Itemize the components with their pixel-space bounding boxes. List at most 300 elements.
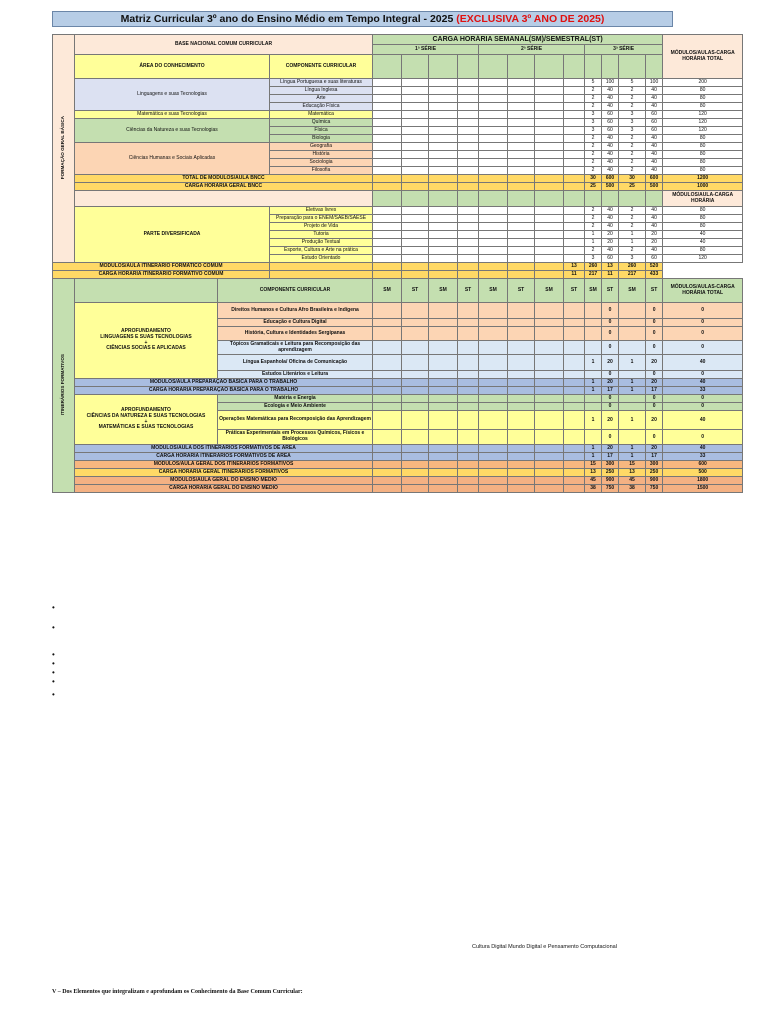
empty-cell	[429, 143, 458, 151]
empty-cell	[535, 239, 564, 247]
empty-cell	[479, 379, 508, 387]
value-cell: 2	[619, 167, 646, 175]
empty-cell	[402, 319, 429, 327]
empty-cell	[458, 355, 479, 371]
value-cell: 17	[646, 453, 663, 461]
empty-cell	[458, 403, 479, 411]
value-cell: 40	[602, 167, 619, 175]
value-cell: 0	[602, 371, 619, 379]
empty-cell	[479, 445, 508, 453]
empty-cell	[479, 453, 508, 461]
empty-cell	[458, 223, 479, 231]
empty-cell	[479, 135, 508, 143]
col-header: ST	[646, 279, 663, 303]
empty-cell	[508, 231, 535, 239]
col-header: SM	[619, 279, 646, 303]
value-cell	[585, 341, 602, 355]
empty-cell	[479, 103, 508, 111]
total-cell: 80	[663, 215, 743, 223]
itf-area1-row	[53, 303, 743, 319]
value-cell: 13	[602, 263, 619, 271]
value-cell: 300	[646, 461, 663, 469]
empty-cell	[458, 395, 479, 403]
empty-cell	[402, 207, 429, 215]
value-cell: 1	[619, 355, 646, 371]
empty-cell	[508, 303, 535, 319]
empty-cell	[508, 79, 535, 87]
empty-cell	[508, 395, 535, 403]
value-cell: 1	[619, 445, 646, 453]
value-cell: 250	[602, 469, 619, 477]
value-cell: 3	[619, 255, 646, 263]
empty-cell	[402, 327, 429, 341]
empty-cell	[564, 445, 585, 453]
empty-cell	[270, 263, 373, 271]
empty-cell	[508, 263, 535, 271]
value-cell: 40	[646, 223, 663, 231]
carga-header: CARGA HORÁRIA SEMANAL(SM)/SEMESTRAL(ST)	[373, 35, 663, 45]
value-cell: 25	[619, 183, 646, 191]
value-cell: 40	[602, 95, 619, 103]
empty-cell	[373, 255, 402, 263]
empty-cell	[479, 239, 508, 247]
component-cell: História	[270, 151, 373, 159]
empty-cell	[535, 215, 564, 223]
empty-cell	[373, 79, 402, 87]
componente-header: COMPONENTE CURRICULAR	[270, 55, 373, 79]
empty-cell	[429, 327, 458, 341]
total-cell: 0	[663, 403, 743, 411]
component-cell: Língua Espanhola/ Oficina de Comunicação	[218, 355, 373, 371]
total-cell: 80	[663, 167, 743, 175]
serie1-header: 1ª SÉRIE	[373, 45, 479, 55]
empty-cell	[373, 379, 402, 387]
empty-cell	[402, 159, 429, 167]
empty-cell	[508, 215, 535, 223]
value-cell: 40	[602, 223, 619, 231]
component-cell: Produção Textual	[270, 239, 373, 247]
value-cell: 300	[602, 461, 619, 469]
empty-cell	[402, 453, 429, 461]
empty-cell	[429, 151, 458, 159]
empty-cell	[508, 453, 535, 461]
empty-cell	[564, 341, 585, 355]
component-cell: Arte	[270, 95, 373, 103]
total-cell: 80	[663, 207, 743, 215]
total-cell: 33	[663, 453, 743, 461]
component-cell: Geografia	[270, 143, 373, 151]
empty-cell	[585, 191, 602, 207]
empty-cell	[479, 461, 508, 469]
pd-row	[53, 207, 743, 215]
value-cell: 2	[585, 103, 602, 111]
empty-cell	[564, 411, 585, 430]
total-cell: 40	[663, 355, 743, 371]
component-cell: Operações Matemáticas para Recomposição das Aprendizagem	[218, 411, 373, 430]
empty-cell	[564, 95, 585, 103]
value-cell	[585, 319, 602, 327]
empty-cell	[564, 303, 585, 319]
empty-cell	[479, 231, 508, 239]
area1-line: +	[144, 339, 148, 346]
empty-cell	[479, 395, 508, 403]
area1-line: APROFUNDAMENTO	[121, 328, 171, 334]
empty-cell	[564, 223, 585, 231]
empty-cell	[535, 79, 564, 87]
empty-cell	[429, 207, 458, 215]
total-cell: 0	[663, 395, 743, 403]
empty-cell	[458, 411, 479, 430]
empty-cell	[458, 379, 479, 387]
total-cell: 433	[646, 271, 663, 279]
total-cell: 1200	[663, 175, 743, 183]
empty-cell	[458, 87, 479, 95]
empty-cell	[458, 231, 479, 239]
value-cell: 1	[585, 379, 602, 387]
empty-cell	[373, 175, 402, 183]
value-cell: 40	[646, 87, 663, 95]
empty-cell	[479, 477, 508, 485]
empty-cell	[429, 387, 458, 395]
empty-cell	[458, 151, 479, 159]
value-cell: 500	[602, 183, 619, 191]
value-cell: 0	[646, 371, 663, 379]
empty-cell	[479, 167, 508, 175]
empty-cell	[508, 167, 535, 175]
empty-cell	[373, 215, 402, 223]
total-cell: 1000	[663, 183, 743, 191]
empty-cell	[429, 119, 458, 127]
col-header: ST	[458, 279, 479, 303]
empty-cell	[479, 247, 508, 255]
col-header: ST	[508, 279, 535, 303]
empty-cell	[458, 477, 479, 485]
value-cell: 15	[619, 461, 646, 469]
value-cell: 38	[619, 485, 646, 493]
empty-cell	[564, 379, 585, 387]
value-cell: 40	[646, 247, 663, 255]
total-cell: 40	[663, 411, 743, 430]
value-cell: 0	[646, 403, 663, 411]
empty-cell	[508, 379, 535, 387]
empty-cell	[458, 119, 479, 127]
empty-cell	[402, 95, 429, 103]
value-cell: 13	[619, 469, 646, 477]
value-cell	[585, 303, 602, 319]
empty-cell	[429, 263, 458, 271]
pd-ch-row	[53, 271, 743, 279]
empty-cell	[373, 127, 402, 135]
empty-cell	[535, 231, 564, 239]
total-label: MÓDULOS/AULA ITINERÁRIO FORMATICO COMUM	[53, 263, 270, 271]
empty-cell	[535, 453, 564, 461]
empty-cell	[429, 95, 458, 103]
component-cell: Estudo Orientado	[270, 255, 373, 263]
value-cell: 40	[602, 207, 619, 215]
total-cell: 40	[663, 231, 743, 239]
total-cell: 80	[663, 143, 743, 151]
value-cell: 60	[646, 119, 663, 127]
empty-cell	[373, 239, 402, 247]
value-cell: 3	[585, 255, 602, 263]
empty-cell	[458, 430, 479, 445]
empty-cell	[429, 111, 458, 119]
itf-area2-row	[53, 395, 743, 403]
value-cell: 40	[602, 151, 619, 159]
empty-cell	[458, 445, 479, 453]
value-cell	[619, 403, 646, 411]
empty-cell	[429, 127, 458, 135]
itf-side-text: ITINERÁRIOS FORMATIVOS	[60, 353, 66, 416]
empty-cell	[535, 371, 564, 379]
value-cell	[585, 371, 602, 379]
value-cell	[585, 327, 602, 341]
modulos-header: MÓDULOS/AULAS-CARGA HORÁRIA TOTAL	[663, 35, 743, 79]
empty-cell	[619, 191, 646, 207]
value-cell: 2	[619, 87, 646, 95]
bullet	[52, 682, 56, 686]
empty-cell	[535, 379, 564, 387]
value-cell: 0	[602, 403, 619, 411]
empty-cell	[458, 303, 479, 319]
empty-cell	[373, 355, 402, 371]
component-cell: Projeto de Vida	[270, 223, 373, 231]
empty-cell	[535, 159, 564, 167]
empty-cell	[458, 263, 479, 271]
total-cell: 0	[663, 303, 743, 319]
total-cell: 40	[663, 379, 743, 387]
empty-cell	[535, 387, 564, 395]
component-cell: Tutoria	[270, 231, 373, 239]
empty-cell	[402, 341, 429, 355]
empty-cell	[458, 461, 479, 469]
empty-cell	[373, 411, 402, 430]
value-cell: 13	[585, 469, 602, 477]
value-cell: 2	[619, 95, 646, 103]
value-cell: 2	[619, 103, 646, 111]
value-cell: 2	[585, 223, 602, 231]
area2-line: CIÊNCIAS DA NATUREZA E SUAS TECNOLOGIAS	[86, 412, 206, 419]
empty-cell	[535, 469, 564, 477]
value-cell: 3	[619, 127, 646, 135]
empty-cell	[479, 355, 508, 371]
empty-cell	[402, 303, 429, 319]
componente-header: COMPONENTE CURRICULAR	[218, 279, 373, 303]
empty-cell	[508, 411, 535, 430]
value-cell: 1	[585, 453, 602, 461]
value-cell: 1	[619, 379, 646, 387]
component-cell: Sociologia	[270, 159, 373, 167]
empty-cell	[458, 183, 479, 191]
empty-cell	[402, 151, 429, 159]
value-cell: 60	[646, 111, 663, 119]
value-cell: 40	[646, 207, 663, 215]
component-cell: Educação e Cultura Digital	[218, 319, 373, 327]
empty-cell	[402, 485, 429, 493]
empty-cell	[564, 191, 585, 207]
empty-cell	[373, 119, 402, 127]
empty-cell	[402, 371, 429, 379]
empty-cell	[373, 143, 402, 151]
empty-cell	[429, 87, 458, 95]
component-cell: Matéria e Energia	[218, 395, 373, 403]
empty-cell	[479, 371, 508, 379]
value-cell: 2	[619, 135, 646, 143]
empty-cell	[508, 191, 535, 207]
value-cell: 20	[646, 355, 663, 371]
total-cell: 1500	[663, 485, 743, 493]
empty-cell	[373, 151, 402, 159]
empty-cell	[458, 111, 479, 119]
empty-cell	[564, 127, 585, 135]
empty-cell	[373, 477, 402, 485]
value-cell: 0	[646, 430, 663, 445]
empty-cell	[75, 191, 373, 207]
value-cell	[619, 430, 646, 445]
value-cell: 1	[619, 239, 646, 247]
empty-cell	[458, 215, 479, 223]
empty-cell	[402, 255, 429, 263]
value-cell: 2	[619, 151, 646, 159]
empty-cell	[535, 445, 564, 453]
total-cell: 500	[663, 469, 743, 477]
title-main: Matriz Curricular 3º ano do Ensino Médio em Tempo Integral - 2025	[120, 13, 457, 25]
value-cell: 900	[602, 477, 619, 485]
empty-cell	[458, 191, 479, 207]
component-cell: Tópicos Gramaticais e Leitura para Recomposição das aprendizagem	[218, 341, 373, 355]
empty-cell	[508, 445, 535, 453]
value-cell: 17	[646, 387, 663, 395]
value-cell: 20	[602, 231, 619, 239]
value-cell	[585, 395, 602, 403]
value-cell: 60	[602, 111, 619, 119]
value-cell: 40	[646, 135, 663, 143]
value-cell: 30	[585, 175, 602, 183]
value-cell: 17	[602, 387, 619, 395]
total-label: CARGA HORÁRIA ITINERÁRIO FORMATIVO COMUM	[53, 271, 270, 279]
value-cell	[619, 371, 646, 379]
empty-cell	[373, 159, 402, 167]
value-cell: 2	[585, 95, 602, 103]
empty-cell	[429, 271, 458, 279]
empty-cell	[402, 469, 429, 477]
empty-cell	[402, 395, 429, 403]
empty-cell	[535, 477, 564, 485]
value-cell: 20	[602, 445, 619, 453]
itf-side-label	[53, 279, 75, 493]
empty-cell	[508, 159, 535, 167]
value-cell: 3	[585, 127, 602, 135]
empty-cell	[564, 103, 585, 111]
value-cell: 2	[619, 247, 646, 255]
empty-cell	[479, 127, 508, 135]
empty-cell	[402, 103, 429, 111]
bncc-row	[53, 119, 743, 127]
empty-cell	[479, 87, 508, 95]
area-header: ÁREA DO CONHECIMENTO	[75, 55, 270, 79]
total-cell: 80	[663, 103, 743, 111]
empty-cell	[564, 151, 585, 159]
value-cell: 20	[602, 411, 619, 430]
empty-cell	[402, 387, 429, 395]
value-cell	[619, 395, 646, 403]
empty-cell	[458, 135, 479, 143]
empty-cell	[479, 430, 508, 445]
empty-cell	[373, 371, 402, 379]
empty-cell	[479, 263, 508, 271]
empty-cell	[508, 143, 535, 151]
value-cell: 1	[619, 411, 646, 430]
empty-cell	[429, 403, 458, 411]
value-cell: 0	[646, 341, 663, 355]
value-cell: 25	[585, 183, 602, 191]
empty-cell	[429, 175, 458, 183]
total-cell: 1800	[663, 477, 743, 485]
total-cell: 33	[663, 387, 743, 395]
empty-cell	[564, 167, 585, 175]
empty-cell	[402, 271, 429, 279]
total-cell: 0	[663, 319, 743, 327]
total-label: MÓDULOS/AULA PREPARAÇÃO BÁSICA PARA O TRABALHO	[75, 379, 373, 387]
empty-cell	[429, 355, 458, 371]
serie2-header: 2ª SÉRIE	[479, 45, 585, 55]
empty-cell	[458, 55, 479, 79]
empty-cell	[535, 327, 564, 341]
empty-cell	[429, 461, 458, 469]
value-cell: 1	[619, 231, 646, 239]
section-heading: V – Dos Elementos que integralizam e aprofundam os Conhecimento da Base Comum Curricular:	[52, 989, 303, 995]
empty-cell	[402, 223, 429, 231]
area-cell	[75, 303, 218, 379]
empty-cell	[458, 103, 479, 111]
value-cell: 60	[646, 255, 663, 263]
value-cell: 5	[585, 79, 602, 87]
empty-cell	[373, 327, 402, 341]
value-cell: 40	[646, 103, 663, 111]
value-cell: 60	[602, 127, 619, 135]
value-cell: 1	[585, 231, 602, 239]
value-cell	[619, 303, 646, 319]
value-cell: 45	[619, 477, 646, 485]
component-cell: Língua Portuguesa e suas literaturas	[270, 79, 373, 87]
empty-cell	[429, 445, 458, 453]
empty-cell	[564, 55, 585, 79]
empty-cell	[535, 127, 564, 135]
empty-cell	[373, 303, 402, 319]
empty-cell	[564, 453, 585, 461]
empty-cell	[479, 303, 508, 319]
empty-cell	[508, 151, 535, 159]
empty-cell	[508, 477, 535, 485]
empty-cell	[373, 55, 402, 79]
empty-cell	[458, 327, 479, 341]
empty-cell	[373, 430, 402, 445]
empty-cell	[535, 247, 564, 255]
empty-cell	[458, 95, 479, 103]
total-cell: 80	[663, 159, 743, 167]
empty-cell	[479, 223, 508, 231]
empty-cell	[479, 485, 508, 493]
total-cell: 80	[663, 223, 743, 231]
empty-cell	[535, 87, 564, 95]
value-cell: 20	[602, 239, 619, 247]
value-cell: 40	[602, 143, 619, 151]
value-cell: 3	[585, 119, 602, 127]
empty-cell	[373, 387, 402, 395]
value-cell: 20	[602, 379, 619, 387]
area-cell: Matemática e suas Tecnologias	[75, 111, 270, 119]
empty-cell	[564, 183, 585, 191]
